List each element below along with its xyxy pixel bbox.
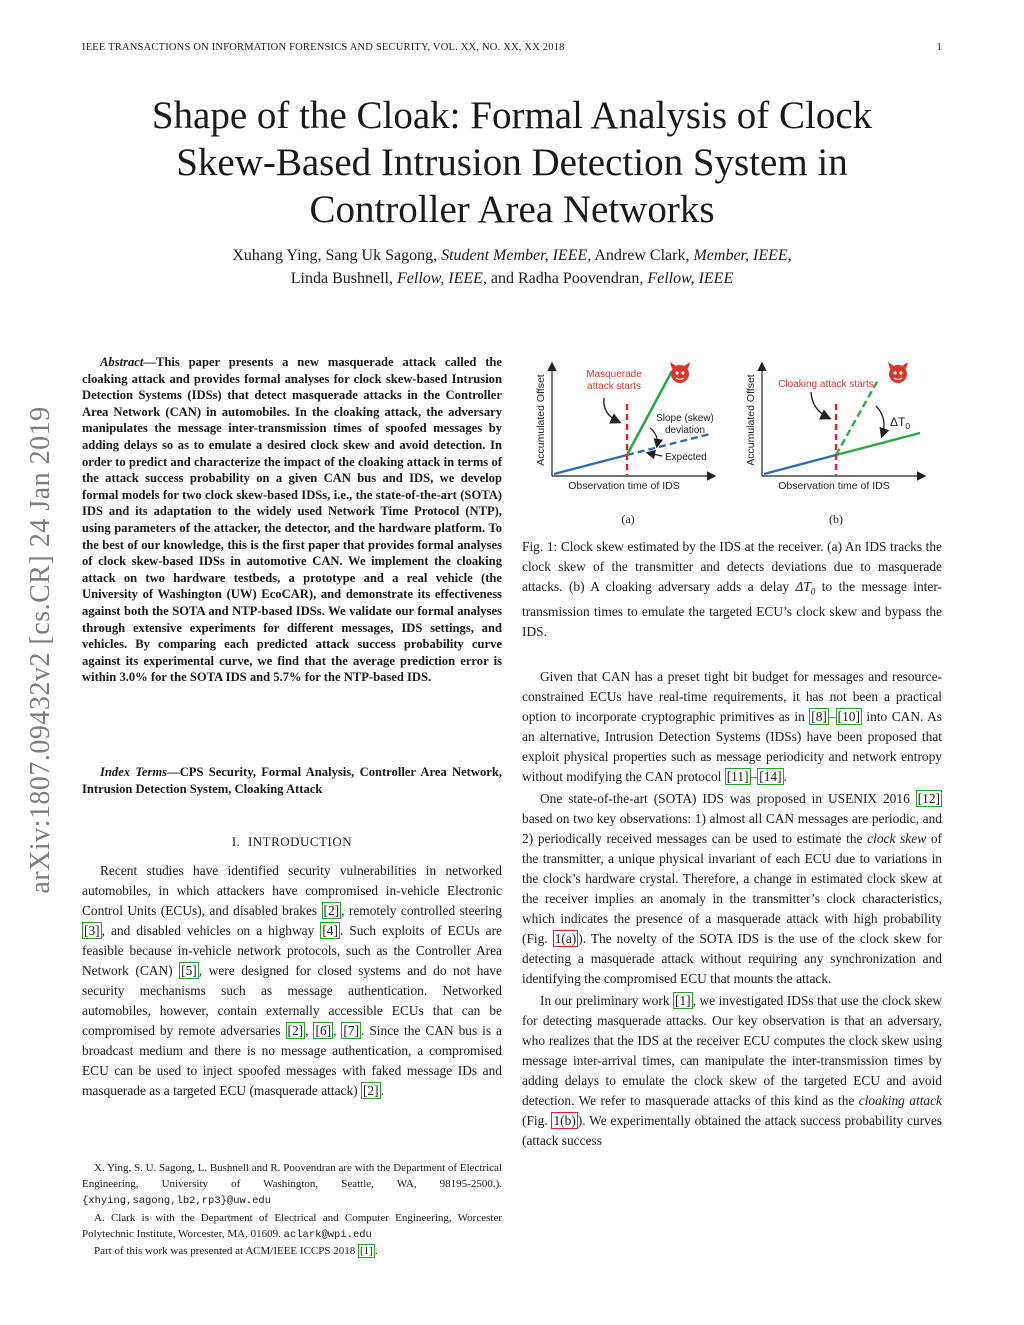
- section-heading: [82, 834, 502, 850]
- citation-link[interactable]: [6]: [315, 1023, 332, 1038]
- page-number: 1: [936, 42, 942, 53]
- attack-label: Cloaking attack starts: [778, 379, 874, 390]
- text-run: In our preliminary work: [540, 993, 674, 1008]
- slope-label: Slope (skew): [656, 413, 714, 424]
- footnote-affiliation: [82, 1160, 502, 1210]
- body-paragraph: [522, 667, 942, 787]
- author-name: and Radha Poovendran,: [490, 270, 644, 287]
- citation-link[interactable]: [4]: [322, 923, 338, 938]
- text-run: Fig. 1: Clock skew estimated by the IDS at the receiver. (a) An IDS tracks the clock skew of the transmitter and detects deviations due to masquerade attacks. (b) A cloaking adversary adds a delay: [522, 539, 942, 594]
- index-terms: [82, 764, 502, 797]
- attack-label: attack starts: [587, 381, 641, 392]
- text-run: , were designed for closed systems and do not have security mechanisms such as message authentication. Networked automobiles, however, contain externally accessible ECUs that can be compromised by remote adversaries: [82, 963, 502, 1038]
- citation-link[interactable]: [5]: [181, 963, 197, 978]
- footnote: [82, 1160, 502, 1259]
- citation-link[interactable]: [7]: [343, 1023, 360, 1038]
- right-column-body: [522, 667, 942, 1151]
- text-run: to the message inter-transmission times to emulate the targeted ECU’s clock skew and bypass the IDS.: [522, 579, 942, 639]
- slope-label: deviation: [664, 425, 706, 436]
- arxiv-id: arXiv:1807.09432v2 [cs.CR] 24 Jan 2019: [25, 406, 56, 894]
- author-name: Andrew Clark,: [594, 247, 690, 264]
- footnote-note: [82, 1243, 502, 1259]
- text-run: based on two key observations: 1) almost all CAN messages are periodic, and 2) periodically received messages can be used to estimate the: [522, 811, 942, 846]
- devil-icon: [888, 362, 908, 383]
- author-line-1: [82, 244, 942, 267]
- text-run: ). The novelty of the SOTA IDS is the use of the clock skew for detecting a masquerade attack without requiring any synchronization and identifying the compromised ECU that mounts the attack.: [522, 931, 942, 986]
- text-run: Given that CAN has a preset tight bit budget for messages and resource-constrained ECUs have real-time requirements, it has not been a practical option to incorporate cryptographic primitives as in: [522, 669, 942, 724]
- subfigure-label: (b): [829, 512, 843, 526]
- y-axis-label: Accumulated Offset: [745, 374, 757, 466]
- text-run: –: [750, 769, 758, 784]
- citation-link[interactable]: [2]: [362, 1083, 379, 1098]
- journal-name: IEEE TRANSACTIONS ON INFORMATION FORENSICS AND SECURITY, VOL. XX, NO. XX, XX 2018: [82, 42, 565, 53]
- devil-icon: [670, 362, 690, 383]
- emulated-line: [836, 433, 920, 455]
- author-membership: Fellow, IEEE: [647, 270, 734, 287]
- text-run: ,: [333, 1023, 342, 1038]
- citation-link[interactable]: [2]: [323, 903, 340, 918]
- citation-link[interactable]: [1]: [675, 993, 691, 1008]
- text-run: (Fig.: [522, 1113, 552, 1128]
- citation-link[interactable]: [1]: [359, 1245, 373, 1258]
- figure-link[interactable]: 1(a): [554, 931, 577, 946]
- expected-label: Expected: [665, 452, 707, 463]
- y-axis-label: Accumulated Offset: [535, 374, 547, 466]
- text-run: of the transmitter, a unique physical invariant of each ECU due to variations in the clock’s hardware crystal. Therefore, a change in estimated clock skew at the receiver implies an anomaly in the transmitter’s clock characteristics, which indicates the presence of a masquerade attack with high probability (Fig.: [522, 831, 942, 946]
- text-run: Recent studies have identified security vulnerabilities in networked automobiles, in which attackers have compromised in-vehicle Electronic Control Units (ECUs), and disabled brakes: [82, 863, 502, 918]
- emphasis: cloaking attack: [858, 1093, 942, 1108]
- x-axis-label: Observation time of IDS: [778, 480, 890, 492]
- delta-symbol: $\Delta T_0$: [795, 579, 816, 597]
- author-names: Xuhang Ying, Sang Uk Sagong,: [232, 247, 438, 264]
- email-address: aclark@wpi.edu: [283, 1228, 372, 1241]
- actual-line: [836, 380, 878, 455]
- x-axis-label: Observation time of IDS: [568, 480, 680, 492]
- citation-link[interactable]: [10]: [837, 709, 860, 724]
- text-run: X. Ying, S. U. Sagong, L. Bushnell and R. Poovendran are with the Department of Electrical Engineering, University of Washington, Seattle, WA, 98195-2500.).: [82, 1162, 502, 1191]
- title-line: Skew-Based Intrusion Detection System in: [176, 141, 848, 184]
- running-header: [82, 42, 942, 53]
- text-run: –: [828, 709, 836, 724]
- delta-arc: [876, 406, 884, 436]
- text-run: . Such exploits of ECUs are feasible because in-vehicle network protocols, such as the Controller Area Network (CAN): [82, 923, 502, 978]
- email-address: {xhying,sagong,lb2,rp3}@uw.edu: [82, 1195, 272, 1208]
- author-membership: Student Member, IEEE,: [441, 247, 592, 264]
- abstract-text: —This paper presents a new masquerade attack called the cloaking attack and provides formal analyses for clock skew-based Intrusion Detection Systems (IDSs) that detect masquerade attacks in the Controller Area Network (CAN) in automobiles. In the cloaking attack, the adversary manipulates the message inter-transmission times of spoofed messages by adding delays so as to emulate a desired clock skew and avoid detection. In order to predict and characterize the impact of the cloaking attack in terms of the attack success probability on a given CAN bus and IDS, we develop formal models for two clock skew-based IDSs, i.e., the state-of-the-art (SOTA) IDS and its adaptation to the widely used Network Time Protocol (NTP), using parameters of the attacker, the detector, and the hardware platform. To the best of our knowledge, this is the first paper that provides formal analyses of clock skew-based IDSs in automotive CAN. We implement the cloaking attack on two hardware testbeds, a prototype and a real vehicle (the University of Washington (UW) EcoCAR), and demonstrate its effectiveness against both the SOTA and NTP-based IDSs. We validate our formal analyses through extensive experiments for different messages, IDS settings, and vehicles. By comparing each predicted attack success probability curve against its experimental curve, we find that the average prediction error is within 3.0% for the SOTA IDS and 5.7% for the NTP-based IDS.: [82, 355, 502, 685]
- text-run: ,: [305, 1023, 309, 1038]
- text-run: .: [374, 1245, 378, 1258]
- pointer-arrow: [604, 398, 619, 422]
- citation-link[interactable]: [8]: [811, 709, 827, 724]
- intro-paragraph: [82, 861, 502, 1101]
- paper-title: [82, 92, 942, 233]
- abstract: [82, 354, 502, 686]
- text-run: Part of this work was presented at ACM/IEEE ICCPS 2018: [94, 1245, 358, 1258]
- panel-a: [535, 362, 714, 526]
- citation-link[interactable]: [12]: [917, 791, 940, 806]
- panel-b: [745, 362, 924, 526]
- text-run: , and disabled vehicles on a highway: [101, 923, 321, 938]
- author-name: Linda Bushnell,: [290, 270, 393, 287]
- body-paragraph: [522, 991, 942, 1151]
- delta-label: $\Delta T_0$: [890, 415, 911, 431]
- title-line: Controller Area Networks: [309, 188, 715, 231]
- text-run: .: [380, 1083, 384, 1098]
- figure-caption: [522, 537, 942, 642]
- text-run: ). We experimentally obtained the attack success probability curves (attack success: [522, 1113, 942, 1148]
- skew-line: [764, 455, 836, 474]
- citation-link[interactable]: [14]: [759, 769, 782, 784]
- footnote-affiliation: [82, 1210, 502, 1243]
- index-terms-text: —CPS Security, Formal Analysis, Controller Area Network, Intrusion Detection System, Cloaking Attack: [82, 765, 502, 796]
- abstract-label: Abstract: [100, 355, 144, 369]
- pointer-arrow: [811, 392, 829, 418]
- index-terms-label: Index Terms: [100, 765, 168, 779]
- section-number: I.: [231, 834, 241, 849]
- author-membership: Fellow, IEEE,: [397, 270, 487, 287]
- citation-link[interactable]: [11]: [726, 769, 749, 784]
- author-list: [82, 244, 942, 290]
- figure-link[interactable]: 1(b): [553, 1113, 576, 1128]
- text-run: , we investigated IDSs that use the clock skew for detecting masquerade attacks. Our key observation is that an adversary, who realizes that the IDS at the receiver ECU computes the clock skew using message inter-arrival times, can manipulate the inter-transmission times by adding delays to emulate the clock skew of the targeted ECU and avoid detection. We refer to masquerade attacks of this kind as the: [522, 993, 942, 1108]
- title-line: Shape of the Cloak: Formal Analysis of Clock: [151, 94, 873, 137]
- author-line-2: [82, 267, 942, 290]
- author-membership: Member, IEEE,: [693, 247, 792, 264]
- text-run: . Since the CAN bus is a broadcast medium and there is no message authentication, a compromised ECU can be used to inject spoofed messages with faked message IDs and masquerade as a targeted ECU (masquerade attack): [82, 1023, 503, 1098]
- text-run: One state-of-the-art (SOTA) IDS was proposed in USENIX 2016: [540, 791, 916, 806]
- pointer-arrow: [648, 453, 662, 456]
- figure-1: [522, 358, 942, 533]
- angle-arc: [650, 428, 657, 446]
- emphasis: clock skew: [867, 831, 927, 846]
- text-run: into CAN. As an alternative, Intrusion Detection Systems (IDSs) have been proposed that exploit physical properties such as message periodicity and network entropy without modifying the CAN protocol: [522, 709, 942, 784]
- text-run: A. Clark is with the Department of Electrical and Computer Engineering, Worcester Polytechnic Institute, Worcester, MA, 01609.: [82, 1211, 502, 1240]
- body-paragraph: [522, 789, 942, 989]
- attack-label: Masquerade: [586, 369, 642, 380]
- citation-link[interactable]: [3]: [84, 923, 100, 938]
- text-run: , remotely controlled steering: [341, 903, 502, 918]
- section-title: INTRODUCTION: [247, 834, 353, 849]
- citation-link[interactable]: [2]: [287, 1023, 304, 1038]
- subfigure-label: (a): [621, 512, 635, 526]
- figure-1-svg: [522, 358, 942, 533]
- arxiv-stamp: [20, 360, 62, 940]
- text-run: .: [783, 769, 787, 784]
- skew-line: [554, 455, 627, 474]
